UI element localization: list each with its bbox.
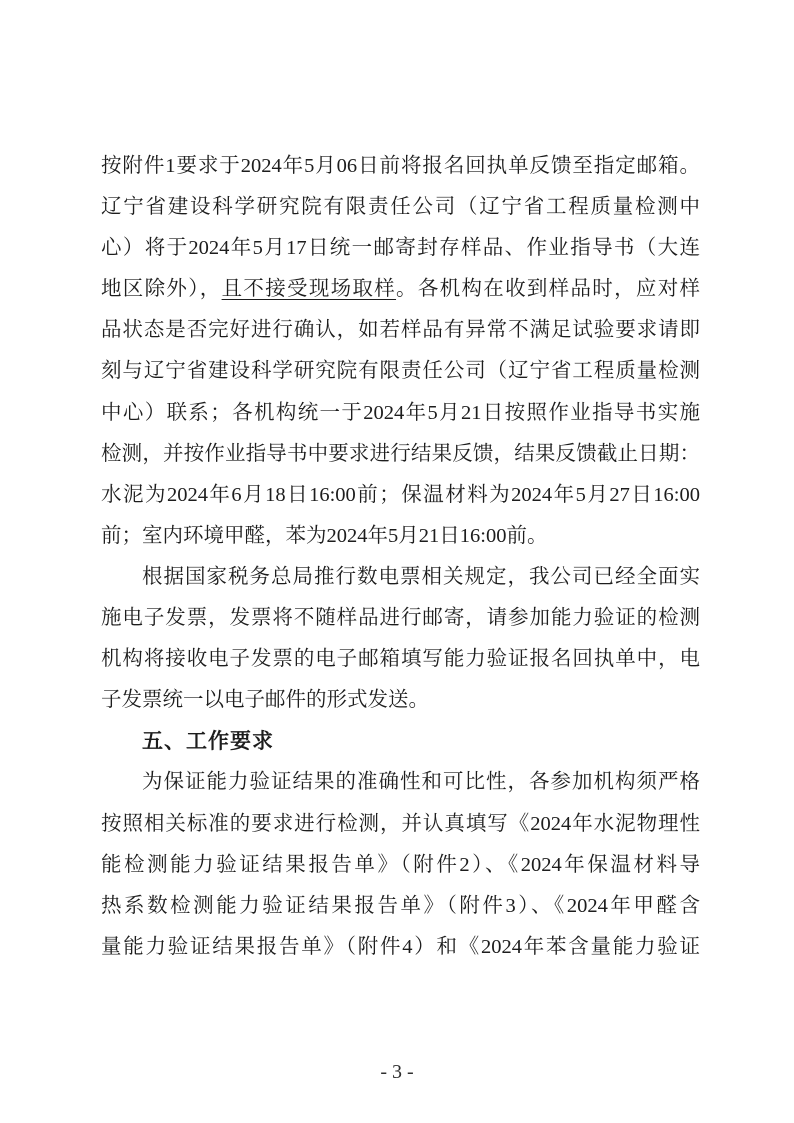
body-line-20: 量能力验证结果报告单》（附件4）和《2024年苯含量能力验证: [101, 935, 700, 958]
body-line-03: 心）将于2024年5月17日统一邮寄封存样品、作业指导书（大连: [101, 237, 700, 260]
body-line-12: 施电子发票，发票将不随样品进行邮寄，请参加能力验证的检测: [101, 607, 700, 630]
body-line-01: 按附件1要求于2024年5月06日前将报名回执单反馈至指定邮箱。: [101, 155, 700, 177]
line-04-before: 地区除外），: [101, 278, 222, 301]
section-heading: 五、工作要求: [142, 730, 274, 754]
body-line-11: 根据国家税务总局推行数电票相关规定，我公司已经全面实: [142, 565, 700, 588]
body-line-05: 品状态是否完好进行确认，如若样品有异常不满足试验要求请即: [101, 319, 700, 342]
body-line-10: 前；室内环境甲醛，苯为2024年5月21日16:00前。: [101, 524, 548, 547]
body-line-16: 为保证能力验证结果的准确性和可比性，各参加机构须严格: [142, 771, 700, 794]
body-line-09: 水泥为2024年6月18日16:00前；保温材料为2024年5月27日16:00: [101, 483, 700, 506]
body-line-04: [101, 269, 700, 310]
underlined-phrase-no-onsite-sampling: 且不接受现场取样: [221, 278, 397, 301]
body-line-19: 热系数检测能力验证结果报告单》（附件3）、《2024年甲醛含: [101, 894, 700, 917]
body-line-13: 机构将接收电子发票的电子邮箱填写能力验证报名回执单中，电: [101, 648, 700, 671]
line-04-after: 。各机构在收到样品时，应对样: [396, 278, 700, 301]
body-line-07: 中心）联系；各机构统一于2024年5月21日按照作业指导书实施: [101, 401, 700, 424]
body-line-18: 能检测能力验证结果报告单》（附件2）、《2024年保温材料导: [101, 853, 700, 876]
body-line-17: 按照相关标准的要求进行检测，并认真填写《2024年水泥物理性: [101, 812, 700, 835]
body-line-08: 检测，并按作业指导书中要求进行结果反馈，结果反馈截止日期：: [101, 442, 700, 465]
page-number: - 3 -: [380, 1061, 414, 1083]
body-line-02: 辽宁省建设科学研究院有限责任公司（辽宁省工程质量检测中: [101, 196, 700, 219]
body-line-06: 刻与辽宁省建设科学研究院有限责任公司（辽宁省工程质量检测: [101, 360, 700, 383]
document-body: [101, 146, 700, 968]
body-line-14: 子发票统一以电子邮件的形式发送。: [101, 689, 429, 712]
